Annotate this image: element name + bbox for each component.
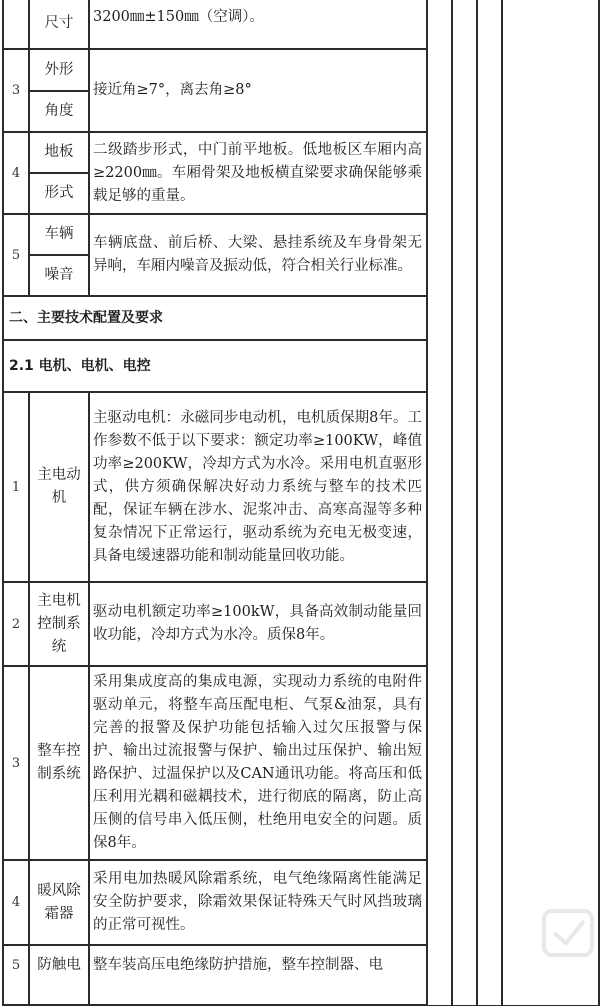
row-number: 3 — [3, 666, 29, 860]
item-label: 暖风除霜器 — [29, 860, 89, 945]
item-label: 主电机控制系统 — [29, 582, 89, 666]
spec-table — [2, 0, 600, 1006]
row-number: 2 — [3, 582, 29, 666]
row-number: 5 — [3, 945, 29, 1005]
item-label-top: 地板 — [29, 132, 89, 173]
requirement-text: 接近角≥7°，离去角≥8° — [89, 49, 427, 132]
item-label: 主电动机 — [29, 392, 89, 582]
blank-column — [477, 0, 502, 1006]
row-number: 1 — [3, 392, 29, 582]
item-label: 尺寸 — [29, 0, 89, 49]
item-label-top: 车辆 — [29, 214, 89, 255]
subsection-heading: 2.1 电机、电机、电控 — [3, 340, 427, 392]
item-label: 整车控制系统 — [29, 666, 89, 860]
requirement-text: 车辆底盘、前后桥、大梁、悬挂系统及车身骨架无异响，车厢内噪音及振动低，符合相关行业标准。 — [89, 214, 427, 296]
item-label: 防触电 — [29, 945, 89, 1005]
requirement-text: 采用集成度高的集成电源，实现动力系统的电附件驱动单元，将整车高压配电柜、气泵&油泵，具有完善的报警及保护功能包括输入过欠压报警与保护、输出过流报警与保护、输出过压保护、输出短路保护、过温保护以及CAN通讯功能。将高压和低压利用光耦和磁耦技术，进行彻底的隔离，防止高压侧的信号串入低压侧，杜绝用电安全的问题。质保8年。 — [89, 666, 427, 860]
table-row — [3, 0, 599, 49]
requirement-text: 3200㎜±150㎜（空调）。 — [89, 0, 427, 49]
blank-column — [427, 0, 452, 1006]
section-heading: 二、主要技术配置及要求 — [3, 296, 427, 340]
row-number: 3 — [3, 49, 29, 132]
requirement-text: 驱动电机额定功率≥100kW，具备高效制动能量回收功能，冷却方式为水冷。质保8年。 — [89, 582, 427, 666]
row-number — [3, 0, 29, 49]
item-label-bottom: 形式 — [29, 173, 89, 214]
row-number: 5 — [3, 214, 29, 296]
watermark-icon — [538, 903, 598, 963]
blank-column — [452, 0, 477, 1006]
row-number: 4 — [3, 132, 29, 214]
requirement-text: 整车装高压电绝缘防护措施，整车控制器、电 — [89, 945, 427, 1005]
item-label-top: 外形 — [29, 49, 89, 91]
blank-column — [502, 0, 599, 1006]
requirement-text: 主驱动电机：永磁同步电动机，电机质保期8年。工作参数不低于以下要求：额定功率≥100KW，峰值功率≥200KW，冷却方式为水冷。采用电机直驱形式，供方须确保解决好动力系统与整车的技术匹配，保证车辆在涉水、泥浆冲击、高寒高湿等多种复杂情况下正常运行，驱动系统为充电无极变速，具备电缓速器功能和制动能量回收功能。 — [89, 392, 427, 582]
row-number: 4 — [3, 860, 29, 945]
requirement-text: 采用电加热暖风除霜系统，电气绝缘隔离性能满足安全防护要求，除霜效果保证特殊天气时风挡玻璃的正常可视性。 — [89, 860, 427, 945]
requirement-text: 二级踏步形式，中门前平地板。低地板区车厢内高≥2200㎜。车厢骨架及地板横直梁要求确保能够乘载足够的重量。 — [89, 132, 427, 214]
item-label-bottom: 噪音 — [29, 255, 89, 296]
item-label-bottom: 角度 — [29, 91, 89, 132]
